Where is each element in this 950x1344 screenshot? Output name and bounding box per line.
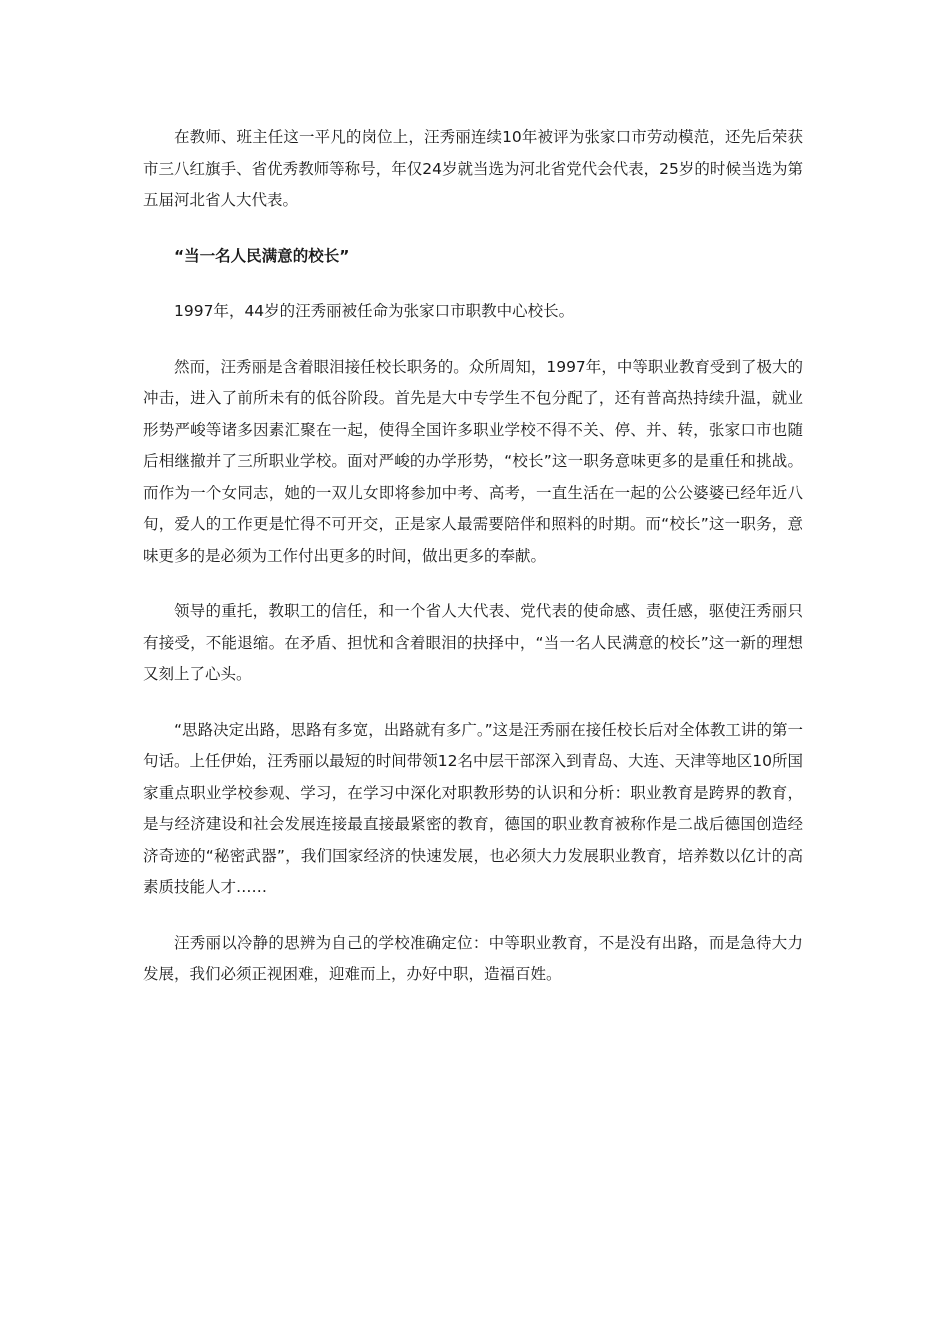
paragraph-1: 在教师、班主任这一平凡的岗位上，汪秀丽连续10年被评为张家口市劳动模范，还先后荣获市三八红旗手、省优秀教师等称号，年仅24岁就当选为河北省党代会代表，25岁的时候当选为第五届河北省人大代表。 xyxy=(143,128,803,209)
section-heading: “当一名人民满意的校长” xyxy=(174,246,350,265)
paragraph-4: 领导的重托，教职工的信任，和一个省人大代表、党代表的使命感、责任感，驱使汪秀丽只有接受，不能退缩。在矛盾、担忧和含着眼泪的抉择中，“当一名人民满意的校长”这一新的理想又刻上了心头。 xyxy=(143,602,803,683)
paragraph-5: “思路决定出路，思路有多宽，出路就有多广。”这是汪秀丽在接任校长后对全体教工讲的第一句话。上任伊始，汪秀丽以最短的时间带领12名中层干部深入到青岛、大连、天津等地区10所国家重点职业学校参观、学习，在学习中深化对职教形势的认识和分析：职业教育是跨界的教育，是与经济建设和社会发展连接最直接最紧密的教育，德国的职业教育被称作是二战后德国创造经济奇迹的“秘密武器”，我们国家经济的快速发展，也必须大力发展职业教育，培养数以亿计的高素质技能人才…… xyxy=(143,720,803,896)
paragraph-6: 汪秀丽以冷静的思辨为自己的学校准确定位：中等职业教育，不是没有出路，而是急待大力发展，我们必须正视困难，迎难而上，办好中职，造福百姓。 xyxy=(143,933,803,983)
paragraph-2: 1997年，44岁的汪秀丽被任命为张家口市职教中心校长。 xyxy=(174,302,575,320)
paragraph-3: 然而，汪秀丽是含着眼泪接任校长职务的。众所周知，1997年，中等职业教育受到了极大的冲击，进入了前所未有的低谷阶段。首先是大中专学生不包分配了，还有普高热持续升温，就业形势严峻等诸多因素汇聚在一起，使得全国许多职业学校不得不关、停、并、转，张家口市也随后相继撤并了三所职业学校。面对严峻的办学形势，“校长”这一职务意味更多的是重任和挑战。而作为一个女同志，她的一双儿女即将参加中考、高考，一直生活在一起的公公婆婆已经年近八旬，爱人的工作更是忙得不可开交，正是家人最需要陪伴和照料的时期。而“校长”这一职务，意味更多的是必须为工作付出更多的时间，做出更多的奉献。 xyxy=(143,357,803,565)
document-body xyxy=(143,122,803,991)
